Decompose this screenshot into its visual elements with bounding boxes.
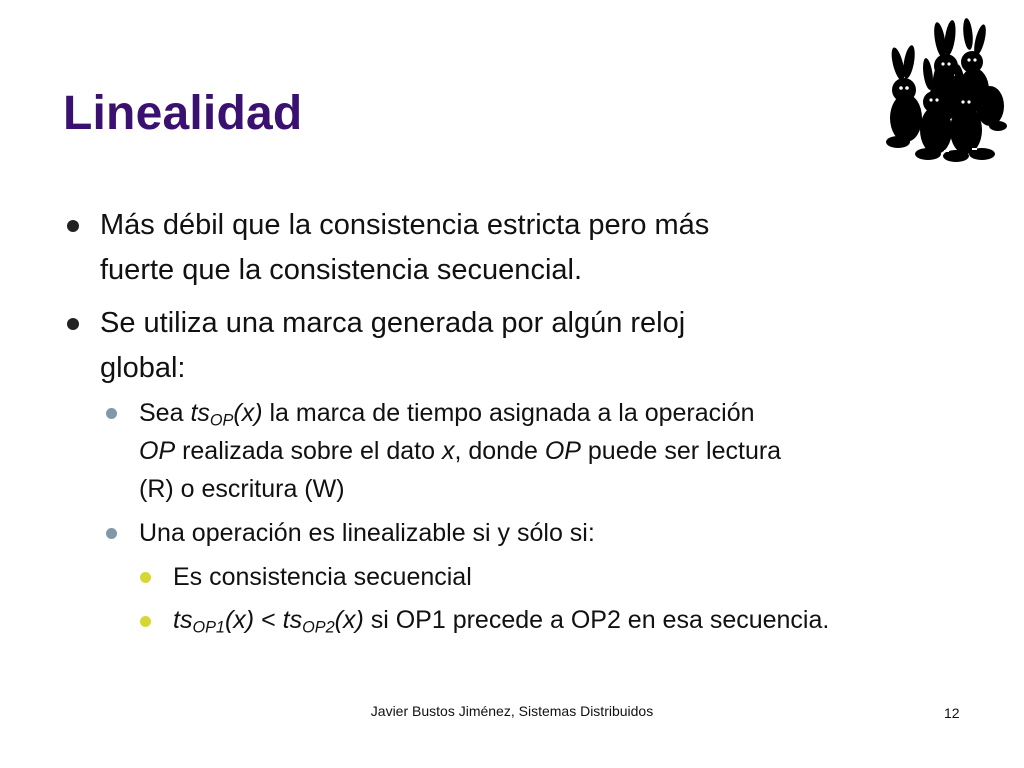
bullet-item: Se utiliza una marca generada por algún reloj global: xyxy=(100,307,686,384)
bullet-item: Más débil que la consistencia estricta pero más fuerte que la consistencia secuencial. xyxy=(100,209,710,286)
bullet-dot xyxy=(67,318,79,330)
sub-sub-bullet-item: $ts_{OP1}(x) < ts_{OP2}(x)$ si OP1 precede a OP2 en esa secuencia. xyxy=(173,606,830,637)
sub-bullet-dot xyxy=(106,528,117,539)
page-number: 12 xyxy=(944,705,960,721)
sub-bullet-item: Sea $ts_{OP}(x)$ la marca de tiempo asignada a la operación OP realizada sobre el dato x, donde OP puede ser lectura (R) o escritura (W) xyxy=(139,399,782,503)
sub-bullet-dot xyxy=(106,408,117,419)
sub-sub-bullet-dot xyxy=(140,572,151,583)
sub-bullet-item: Una operación es linealizable si y sólo si: xyxy=(139,519,595,547)
footer-author: Javier Bustos Jiménez, Sistemas Distribuidos xyxy=(370,703,654,719)
slide-title: Linealidad xyxy=(63,87,303,140)
sub-sub-bullet-dot xyxy=(140,616,151,627)
bullet-dot xyxy=(67,220,79,232)
sub-sub-bullet-item: Es consistencia secuencial xyxy=(173,563,472,591)
